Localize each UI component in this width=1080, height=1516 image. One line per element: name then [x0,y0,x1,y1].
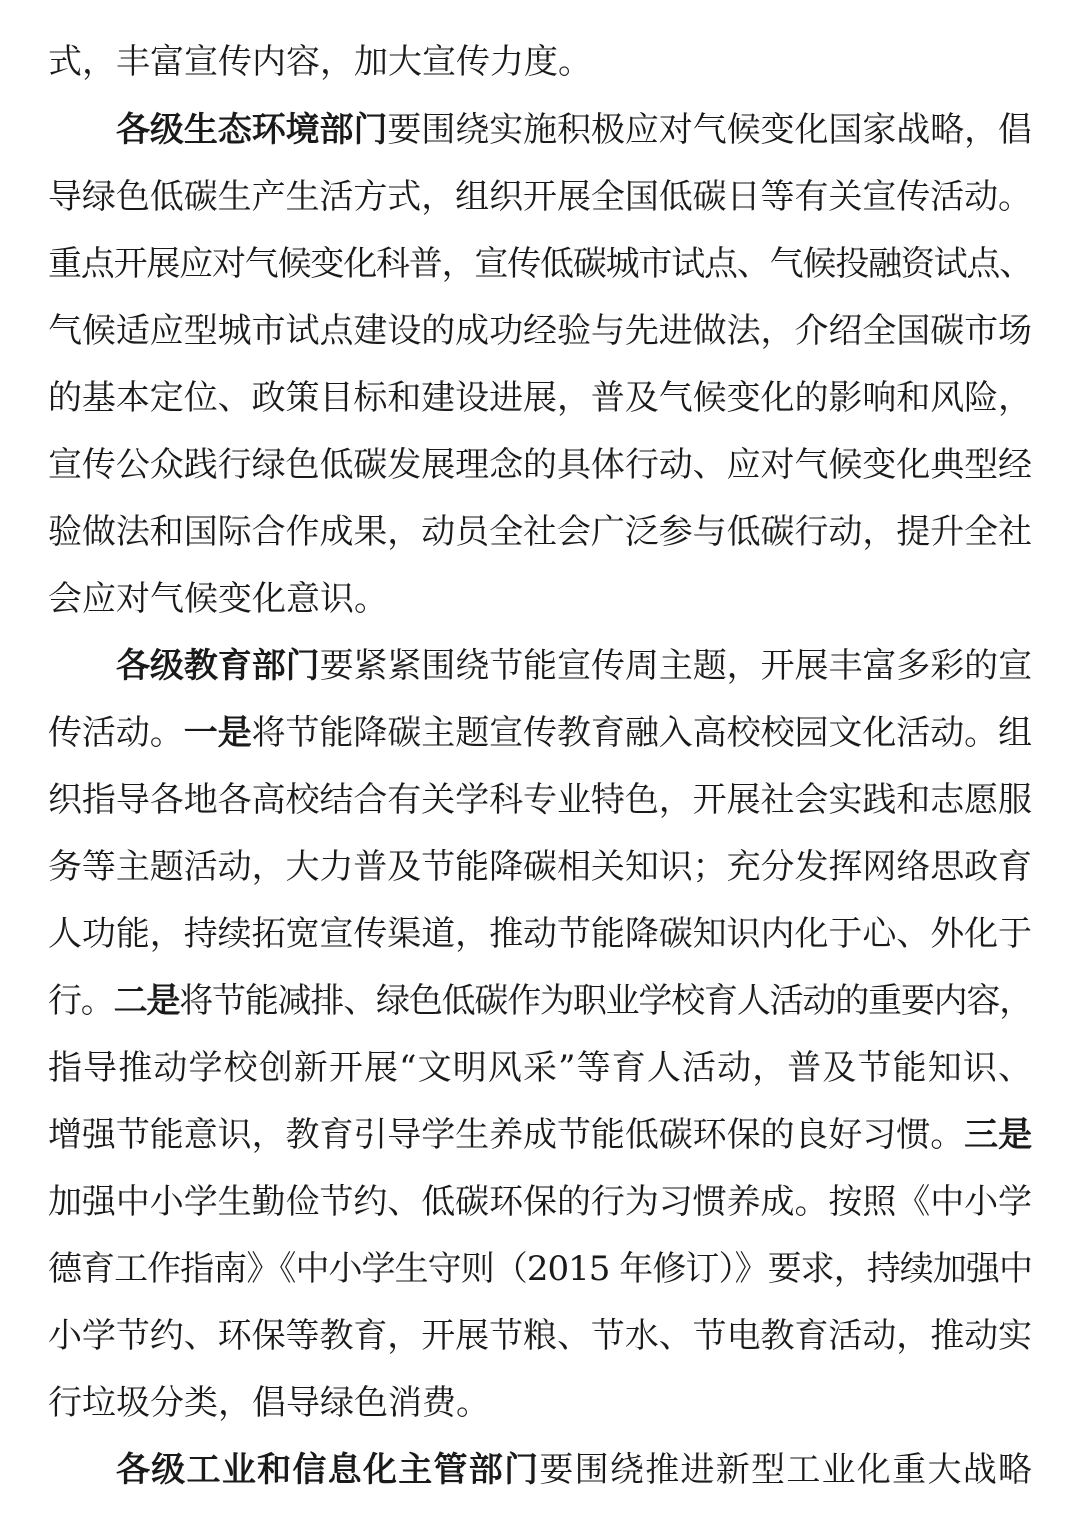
text-line [48,512,1032,552]
text-run: 的基本定位、政策目标和建设进展，普及气候变化的影响和风险， [48,378,1032,418]
text-run: 传活动。 [48,713,184,753]
text-run: 织指导各地各高校结合有关学科专业特色，开展社会实践和志愿服 [48,780,1032,820]
text-run: 人功能，持续拓宽宣传渠道，推动节能降碳知识内化于心、外化于 [48,914,1032,954]
section-lead-education: 各级教育部门 [116,646,320,686]
text-run: 加强中小学生勤俭节约、低碳环保的行为习惯养成。按照《中小学 [48,1182,1032,1222]
text-line [48,311,1032,351]
text-run: 要紧紧围绕节能宣传周主题，开展丰富多彩的宣 [319,646,1032,686]
text-run: 行。 [48,981,114,1021]
text-line [48,780,1032,820]
item-marker-second: 二是 [113,981,180,1021]
text-run: 德育工作指南》《中小学生守则（2015 年修订）》要求，持续加强中 [48,1249,1032,1289]
text-line [48,981,1032,1021]
text-line [116,646,1032,686]
text-run: 会应对气候变化意识。 [48,579,388,619]
text-line [48,177,1032,217]
text-line [48,1182,1032,1222]
text-line [48,1249,1032,1289]
text-line [48,1383,1032,1423]
text-line [48,914,1032,954]
section-lead-industry: 各级工业和信息化主管部门 [116,1450,540,1490]
text-run: 验做法和国际合作成果，动员全社会广泛参与低碳行动，提升全社 [48,512,1032,552]
item-marker-third: 三是 [964,1115,1032,1155]
text-run: 将节能降碳主题宣传教育融入高校校园文化活动。组 [251,713,1032,753]
text-run: 将节能减排、绿色低碳作为职业学校育人活动的重要内容， [179,981,1032,1021]
text-line [116,1450,1032,1490]
text-run: 行垃圾分类，倡导绿色消费。 [48,1383,490,1423]
text-run: 要围绕推进新型工业化重大战略 [539,1450,1032,1490]
text-run: 气候适应型城市试点建设的成功经验与先进做法，介绍全国碳市场 [48,311,1032,351]
text-line [48,1316,1032,1356]
text-line [48,378,1032,418]
text-line [48,1115,1032,1155]
text-line [48,579,1032,619]
text-line [48,1048,1032,1088]
text-run: 要围绕实施积极应对气候变化国家战略，倡 [387,110,1032,150]
text-line [48,42,1032,82]
text-line [48,244,1032,284]
text-run: 指导推动学校创新开展“文明风采”等育人活动，普及节能知识、 [48,1048,1032,1088]
text-run: 小学节约、环保等教育，开展节粮、节水、节电教育活动，推动实 [48,1316,1032,1356]
text-line [116,110,1032,150]
text-line [48,847,1032,887]
text-run: 务等主题活动，大力普及节能降碳相关知识；充分发挥网络思政育 [48,847,1032,887]
item-marker-first: 一是 [183,713,252,753]
text-run: 式，丰富宣传内容，加大宣传力度。 [48,42,592,82]
text-line [48,713,1032,753]
text-run: 重点开展应对气候变化科普，宣传低碳城市试点、气候投融资试点、 [48,244,1032,284]
text-line [48,445,1032,485]
section-lead-ecology: 各级生态环境部门 [116,110,388,150]
text-run: 宣传公众践行绿色低碳发展理念的具体行动、应对气候变化典型经 [48,445,1032,485]
text-run: 导绿色低碳生产生活方式，组织开展全国低碳日等有关宣传活动。 [48,177,1032,217]
text-run: 增强节能意识，教育引导学生养成节能低碳环保的良好习惯。 [48,1115,965,1155]
